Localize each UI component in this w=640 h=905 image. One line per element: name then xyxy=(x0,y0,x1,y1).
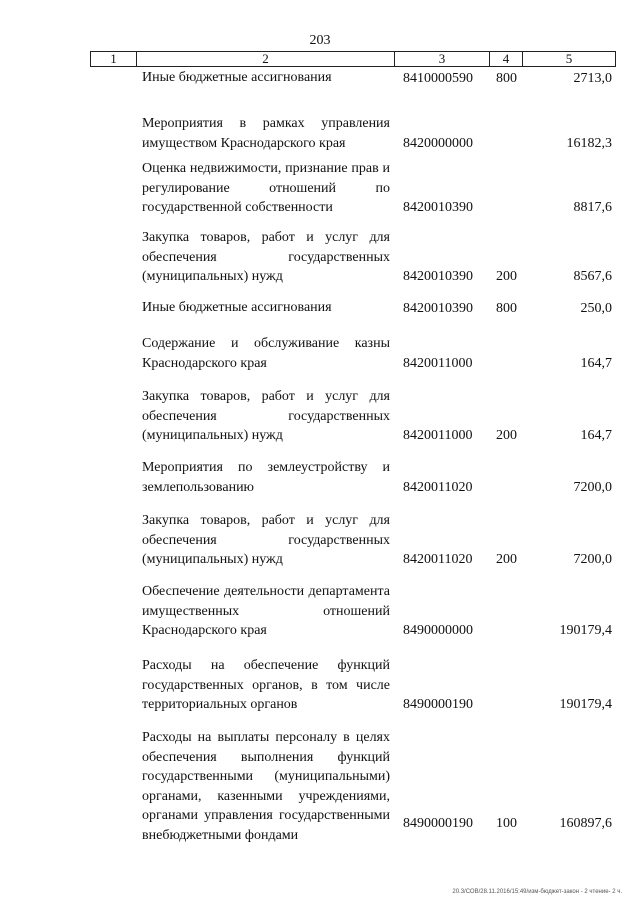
table-row xyxy=(0,511,640,569)
row-description: Расходы на выплаты персоналу в целях обеспечения выполнения функций государственными (муниципальными) органами, казенными учреждениями, органами управления государственными внебюджетными фондами xyxy=(142,730,390,843)
table-row xyxy=(0,228,640,286)
row-expense-type: 200 xyxy=(496,268,517,284)
column-header-5: 5 xyxy=(523,52,616,67)
table-row xyxy=(0,728,640,843)
row-code: 8420011020 xyxy=(403,479,473,495)
row-code: 8420000000 xyxy=(403,135,473,151)
row-code: 8420010390 xyxy=(403,300,473,316)
row-description: Иные бюджетные ассигнования xyxy=(142,70,332,85)
row-description: Закупка товаров, работ и услуг для обеспечения государственных (муниципальных) нужд xyxy=(142,389,390,443)
table-row xyxy=(0,387,640,445)
row-expense-type: 200 xyxy=(496,427,517,443)
row-code: 8420011000 xyxy=(403,427,473,443)
table-row xyxy=(0,656,640,714)
row-description: Закупка товаров, работ и услуг для обеспечения государственных (муниципальных) нужд xyxy=(142,513,390,567)
row-code: 8490000000 xyxy=(403,622,473,638)
row-amount: 164,7 xyxy=(580,355,612,371)
table-row xyxy=(0,159,640,217)
column-header-1: 1 xyxy=(91,52,137,67)
row-code: 8410000590 xyxy=(403,70,473,86)
row-description: Мероприятия в рамках управления имуществом Краснодарского края xyxy=(142,116,390,151)
table-row xyxy=(0,334,640,373)
row-description: Мероприятия по землеустройству и землепользованию xyxy=(142,460,390,495)
row-description: Закупка товаров, работ и услуг для обеспечения государственных (муниципальных) нужд xyxy=(142,230,390,284)
row-amount: 8817,6 xyxy=(573,199,612,215)
table-row xyxy=(0,68,640,88)
row-amount: 190179,4 xyxy=(559,696,612,712)
row-amount: 190179,4 xyxy=(559,622,612,638)
row-amount: 7200,0 xyxy=(573,551,612,567)
row-expense-type: 200 xyxy=(496,551,517,567)
table-row xyxy=(0,114,640,153)
table-row xyxy=(0,458,640,497)
row-amount: 250,0 xyxy=(580,300,612,316)
column-header-2: 2 xyxy=(137,52,395,67)
row-description: Содержание и обслуживание казны Краснодарского края xyxy=(142,336,390,371)
column-header-3: 3 xyxy=(395,52,490,67)
row-amount: 8567,6 xyxy=(573,268,612,284)
row-description: Обеспечение деятельности департамента имущественных отношений Краснодарского края xyxy=(142,584,390,638)
row-code: 8420010390 xyxy=(403,199,473,215)
row-amount: 2713,0 xyxy=(573,70,612,86)
column-header-4: 4 xyxy=(490,52,523,67)
row-code: 8490000190 xyxy=(403,815,473,831)
row-code: 8420011000 xyxy=(403,355,473,371)
row-amount: 160897,6 xyxy=(559,815,612,831)
row-expense-type: 800 xyxy=(496,300,517,316)
row-description: Расходы на обеспечение функций государственных органов, в том числе территориальных органов xyxy=(142,658,390,712)
row-code: 8420010390 xyxy=(403,268,473,284)
column-header-row xyxy=(91,52,616,67)
page-number: 203 xyxy=(309,33,331,48)
row-description: Оценка недвижимости, признание прав и регулирование отношений по государственной собственности xyxy=(142,161,390,215)
row-expense-type: 800 xyxy=(496,70,517,86)
row-amount: 164,7 xyxy=(580,427,612,443)
table-row xyxy=(0,582,640,640)
column-header-table xyxy=(90,51,616,67)
row-amount: 16182,3 xyxy=(566,135,612,151)
row-code: 8490000190 xyxy=(403,696,473,712)
row-code: 8420011020 xyxy=(403,551,473,567)
table-row xyxy=(0,298,640,318)
row-expense-type: 100 xyxy=(496,815,517,831)
row-description: Иные бюджетные ассигнования xyxy=(142,300,332,315)
row-amount: 7200,0 xyxy=(573,479,612,495)
footer-stamp: 20.3/СОВ/28.11.2016/15:49/изм-бюджет-закон - 2 чтение- 2 ч. xyxy=(452,889,622,895)
